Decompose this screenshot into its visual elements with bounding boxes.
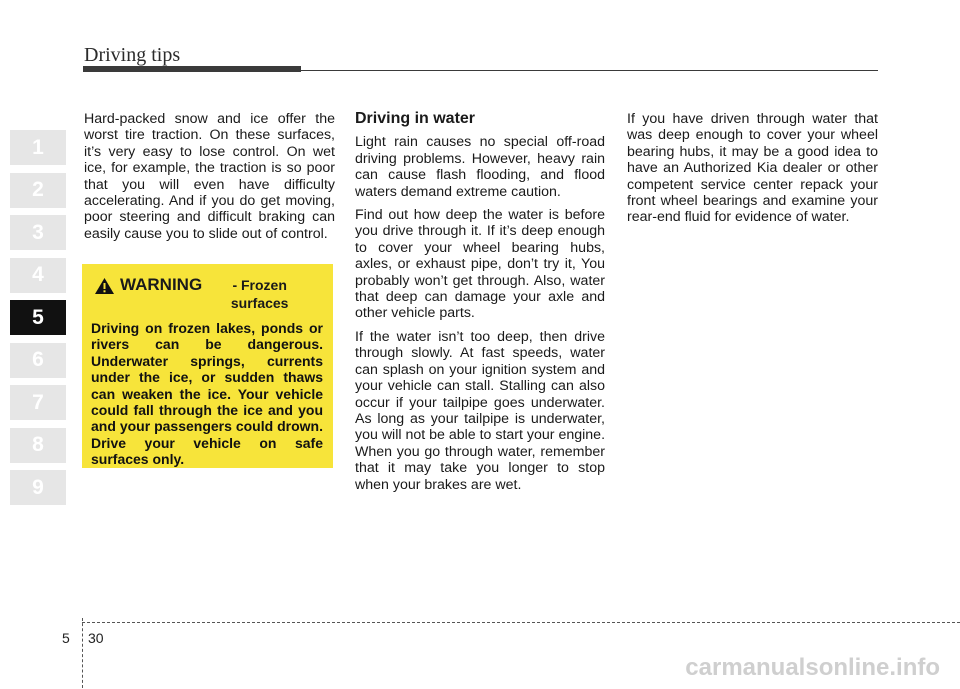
chapter-tab-5[interactable]: 5 — [10, 300, 66, 335]
warning-label: WARNING — [120, 275, 203, 294]
chapter-tab-2[interactable]: 2 — [10, 173, 66, 208]
paragraph-3: If the water isn’t too deep, then drive through slowly. At fast speeds, water can splash on your ignition system and your vehicle can stall. Stalling can also occur if your tailpipe goes underwater. As long as your tailpipe is underwater, you will not be able to start your engine. When you go through water, remember that it may take you longer to stop when your brakes are wet. — [355, 328, 606, 493]
watermark: carmanualsonline.info — [685, 654, 940, 681]
paragraph-2: Find out how deep the water is before you drive through it. If it’s deep enough to cover your wheel bearing hubs, axles, or exhaust pipe, don’t try it, You probably won’t get through. Also, water that deep can damage your axle and other vehicle parts. — [355, 207, 605, 322]
footer-divider-vertical — [82, 618, 83, 688]
footer-chapter-number: 5 — [62, 630, 70, 646]
header-bar — [83, 66, 301, 72]
footer-page-number: 30 — [88, 630, 104, 646]
chapter-tabs — [10, 130, 66, 513]
warning-box — [82, 264, 333, 468]
chapter-tab-9[interactable]: 9 — [10, 470, 66, 505]
chapter-tab-7[interactable]: 7 — [10, 385, 66, 420]
left-column — [84, 111, 335, 249]
footer-divider-horizontal — [82, 622, 960, 623]
right-column — [627, 111, 878, 233]
water-check-paragraph: If you have driven through water that was deep enough to cover your wheel bearing hubs, it may be a good idea to have an Authorized Kia dealer or other competent service center repack your front wheel bearings and examine your rear-end fluid for evidence of water. — [627, 111, 878, 226]
middle-column — [355, 111, 605, 500]
snow-ice-paragraph: Hard-packed snow and ice offer the worst tire traction. On these surfaces, it’s very easy to lose control. On wet ice, for example, the traction is so poor that you will even have difficulty accelerating. And if you do get moving, poor steering and difficult braking can easily cause you to slide out of control. — [84, 111, 335, 242]
chapter-tab-3[interactable]: 3 — [10, 215, 66, 250]
page-header-title: Driving tips — [84, 44, 181, 66]
chapter-tab-4[interactable]: 4 — [10, 258, 66, 293]
warning-subtitle: - Frozen surfaces — [230, 277, 289, 311]
header-rule — [301, 70, 878, 71]
paragraph-1: Light rain causes no special off-road driving problems. However, heavy rain can cause flash flooding, and flood waters demand extreme caution. — [355, 134, 605, 200]
warning-triangle-icon — [94, 277, 115, 295]
section-heading: Driving in water — [355, 110, 476, 127]
chapter-tab-8[interactable]: 8 — [10, 428, 66, 463]
chapter-tab-6[interactable]: 6 — [10, 343, 66, 378]
warning-text: Driving on frozen lakes, ponds or rivers can be dangerous. Underwater springs, currents under the ice, or sudden thaws can weaken the ice. Your vehicle could fall through the ice and you and your passengers could drown. Drive your vehicle on safe surfaces only. — [91, 320, 323, 468]
warning-header — [82, 264, 333, 312]
chapter-tab-1[interactable]: 1 — [10, 130, 66, 165]
